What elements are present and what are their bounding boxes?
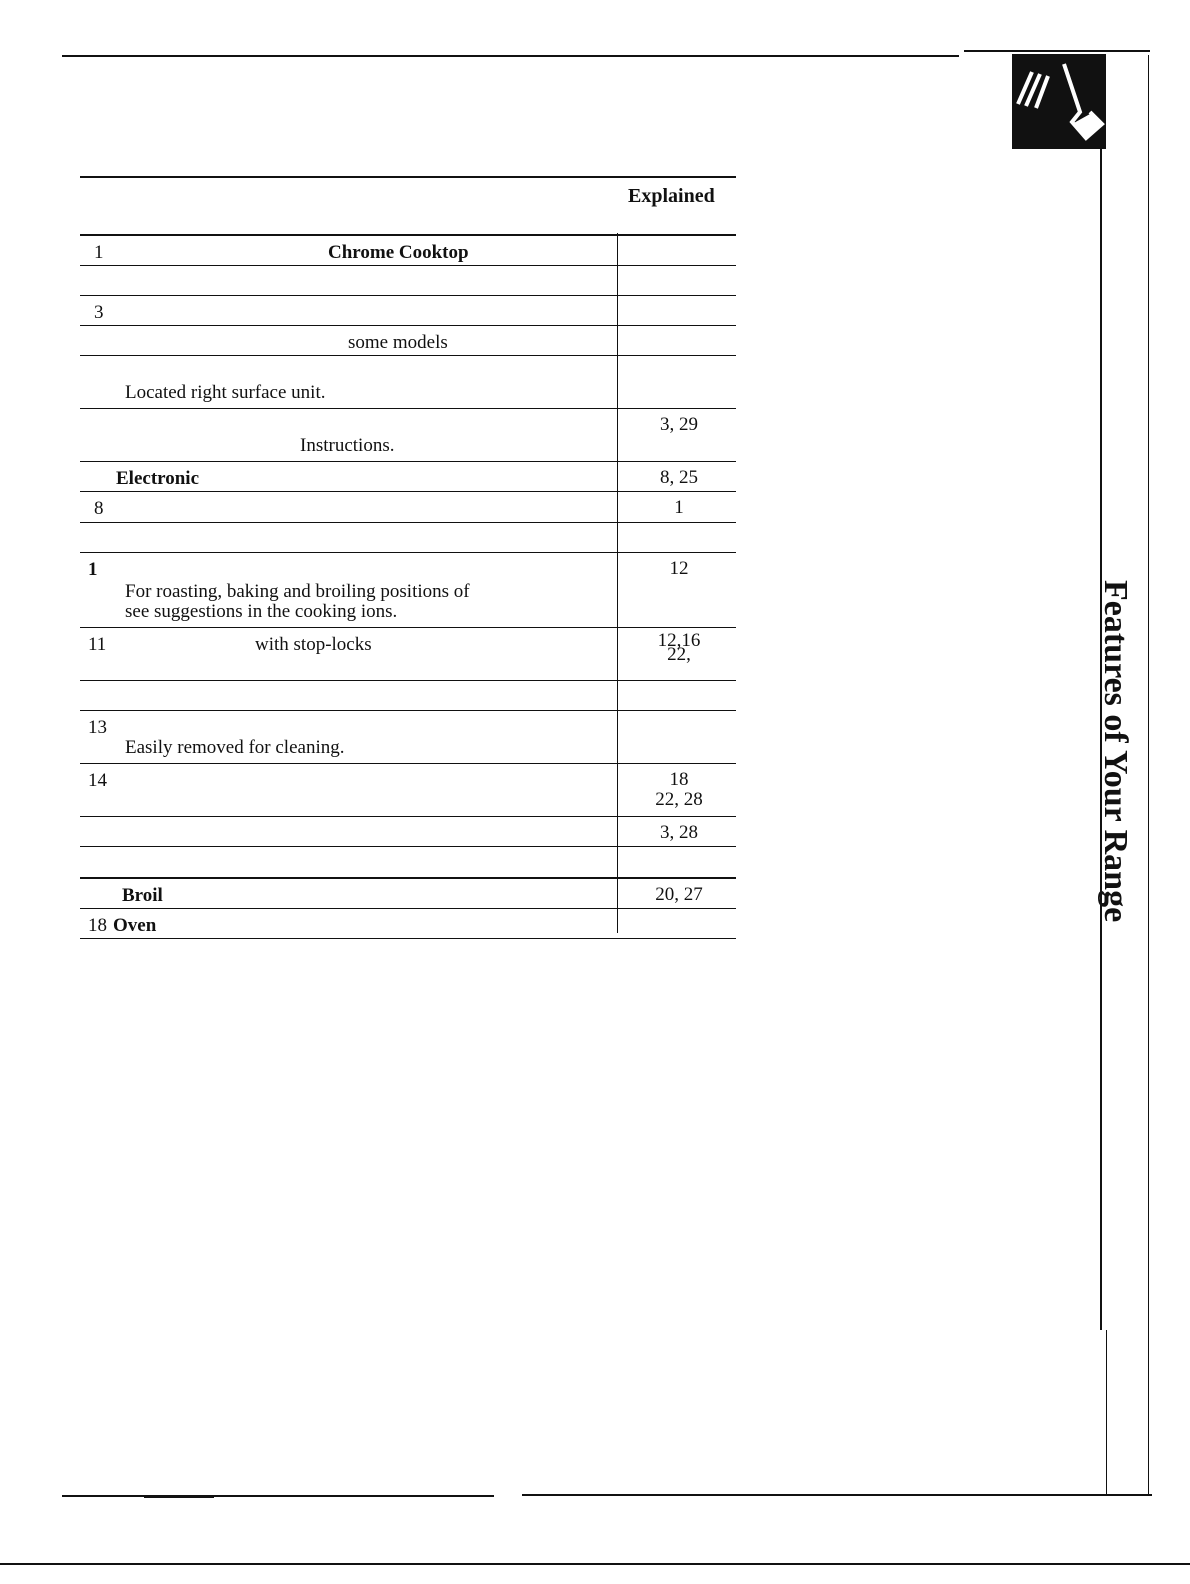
side-tab-title: Features of Your Range — [1097, 580, 1134, 923]
table-row — [80, 462, 736, 492]
top-rule — [62, 55, 959, 57]
pointing-hand-icon — [1012, 54, 1106, 149]
row-number: 3 — [94, 302, 104, 323]
page-refs: 1 — [674, 497, 684, 518]
table-row — [80, 356, 736, 409]
table-row — [80, 817, 736, 847]
page-refs: 3, 28 — [660, 822, 698, 843]
feature-label: Broil — [122, 885, 163, 906]
row-number: 11 — [88, 634, 107, 655]
row-number: 1 — [88, 559, 98, 580]
table-row — [80, 409, 736, 462]
table-row — [80, 764, 736, 817]
table-row — [80, 236, 736, 266]
features-table — [80, 176, 736, 939]
table-row — [80, 711, 736, 764]
explained-column-header: Explained — [628, 185, 715, 207]
column-separator — [617, 233, 618, 933]
table-row — [80, 681, 736, 711]
feature-label: Electronic — [116, 468, 200, 489]
row-number: 18 — [88, 915, 107, 936]
feature-description: Located right surface unit. — [125, 382, 326, 403]
page-refs: 12 — [669, 558, 689, 579]
feature-description: For roasting, baking and broiling positions of — [125, 581, 470, 602]
page-refs: 12,16 22, — [657, 630, 701, 665]
feature-description: Easily removed for cleaning. — [125, 737, 345, 758]
bottom-rule-left-accent — [144, 1496, 214, 1498]
table-row — [80, 266, 736, 296]
row-number: 13 — [88, 717, 107, 738]
page-refs: 8, 25 — [660, 467, 698, 488]
page-refs: 18 22, 28 — [655, 769, 703, 810]
table-row — [80, 553, 736, 628]
feature-label: with stop-locks — [255, 634, 372, 655]
page-bottom-edge — [0, 1563, 1190, 1565]
table-row — [80, 847, 736, 879]
page-refs: 3, 29 — [660, 414, 698, 435]
table-header — [80, 176, 736, 236]
row-number: 14 — [88, 770, 107, 791]
feature-label: Oven — [113, 915, 157, 936]
right-edge-rule — [1148, 55, 1149, 1495]
bottom-rule-left — [62, 1495, 494, 1497]
table-row — [80, 628, 736, 681]
page-refs: 20, 27 — [655, 884, 703, 905]
table-row — [80, 492, 736, 523]
table-row — [80, 879, 736, 909]
table-row — [80, 523, 736, 553]
right-margin-rule-lower — [1106, 1330, 1107, 1495]
feature-description: Instructions. — [300, 435, 395, 456]
row-number: 1 — [94, 242, 104, 263]
bottom-rule-right — [522, 1494, 1152, 1496]
feature-description: see suggestions in the cooking ions. — [125, 601, 398, 622]
table-row — [80, 909, 736, 939]
row-number: 8 — [94, 498, 104, 519]
top-rule-right — [964, 50, 1150, 52]
feature-label: some models — [348, 332, 448, 353]
table-row — [80, 296, 736, 326]
feature-label: Chrome Cooktop — [328, 242, 469, 263]
table-row — [80, 326, 736, 356]
